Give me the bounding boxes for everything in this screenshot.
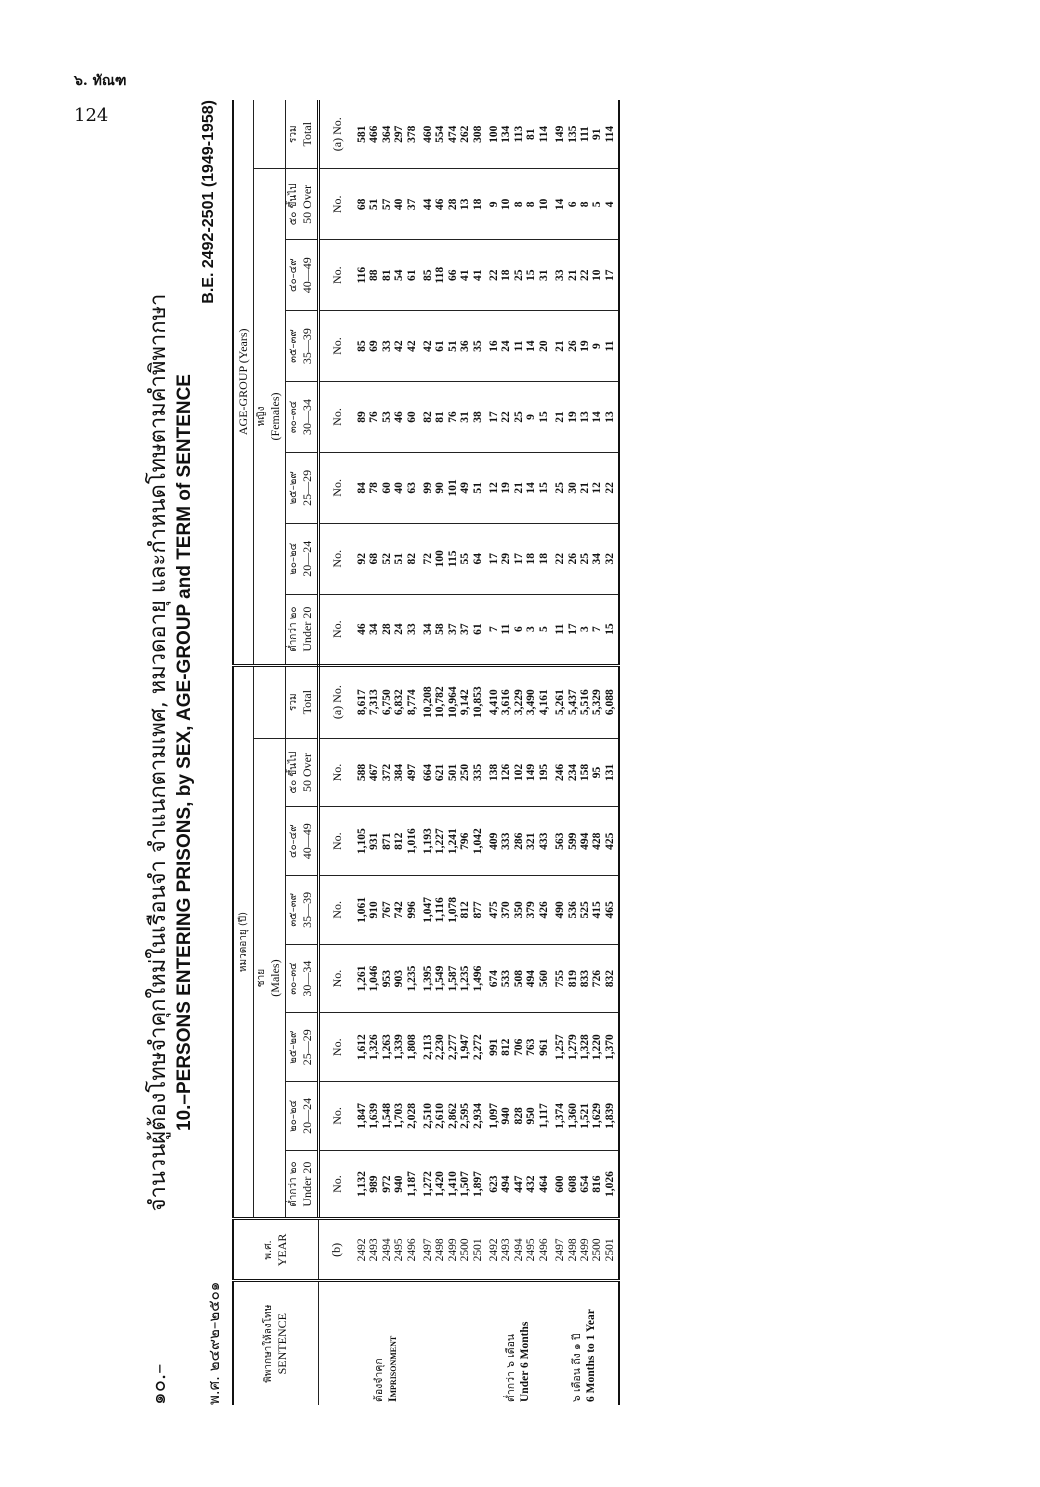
males-value-cell: 623 494 447 432 464 <box>486 1150 552 1219</box>
males-value-cell: 246 234 158 95 131 <box>552 738 619 807</box>
males-value-cell: 600 608 654 816 1,026 <box>552 1150 619 1219</box>
col-m-40-49: ๔๐–๔๙ 40—49 <box>286 807 319 876</box>
males-value-cell: 490 536 525 415 465 <box>552 876 619 945</box>
females-value-cell: 16 24 11 14 20 <box>486 311 552 382</box>
males-value-cell: 1,612 1,326 1,263 1,339 1,808 <box>354 1013 420 1082</box>
females-value-cell: 25 30 21 12 22 <box>552 452 619 523</box>
males-value-cell: 1,272 1,420 1,410 1,507 1,897 <box>420 1150 486 1219</box>
males-value-cell: 1,097 940 828 950 1,117 <box>486 1082 552 1151</box>
col-f-30-34: ๓๐–๓๔ 30—34 <box>286 382 319 453</box>
table-row <box>420 100 486 1405</box>
males-value-cell: 1,257 1,279 1,328 1,220 1,370 <box>552 1013 619 1082</box>
males-value-cell: 1,105 931 871 812 1,016 <box>354 807 420 876</box>
females-value-cell: 84 78 60 40 63 <box>354 452 420 523</box>
males-value-cell: 1,193 1,227 1,241 796 1,042 <box>420 807 486 876</box>
males-value-cell: 5,261 5,437 5,516 5,329 6,088 <box>552 665 619 738</box>
year-cell: 2497 2498 2499 2500 2501 <box>552 1219 619 1281</box>
males-value-cell: 409 333 286 321 433 <box>486 807 552 876</box>
females-value-cell: 581 466 364 297 378 <box>356 125 418 143</box>
males-value-cell: 1,261 1,046 953 903 1,235 <box>354 944 420 1013</box>
year-cell: 2497 2498 2499 2500 2501 <box>420 1219 486 1281</box>
year-header: พ.ศ. YEAR <box>233 1219 319 1281</box>
males-value-cell: 1,374 1,360 1,521 1,629 1,839 <box>552 1082 619 1151</box>
col-f-20-24: ๒๐–๒๔ 20—24 <box>286 523 319 594</box>
col-m-30-34: ๓๐–๓๔ 30—34 <box>286 944 319 1013</box>
sentence-label <box>420 1281 486 1405</box>
table-number-thai: ๑๐.– <box>146 1363 170 1405</box>
col-m-under20: ต่ำกว่า ๒๐ Under 20 <box>286 1150 319 1219</box>
year-range-thai: พ.ศ. ๒๔๙๒–๒๕๐๑ <box>205 1281 223 1405</box>
females-value-cell: 9 10 8 8 10 <box>486 169 552 240</box>
females-value-cell: 82 81 76 31 38 <box>420 382 486 453</box>
year-cell: 2492 2493 2494 2495 2496 <box>354 1219 420 1281</box>
males-value-cell: 674 533 508 494 560 <box>486 944 552 1013</box>
males-value-cell: 1,395 1,549 1,587 1,235 1,496 <box>420 944 486 1013</box>
males-value-cell: 1,847 1,639 1,548 1,703 2,028 <box>354 1082 420 1151</box>
males-value-cell: 664 621 501 250 335 <box>420 738 486 807</box>
title-english: 10.–PERSONS ENTERING PRISONS, by SEX, AGE-GROUP and TERM of SENTENCE <box>174 374 195 1131</box>
males-value-cell: 2,113 2,230 2,277 1,947 2,272 <box>420 1013 486 1082</box>
note-b: (b) <box>319 1219 355 1281</box>
col-m-25-29: ๒๕–๒๙ 25—29 <box>286 1013 319 1082</box>
males-value-cell: 588 467 372 384 497 <box>354 738 420 807</box>
sentence-header: พิพากษาให้ลงโทษ SENTENCE <box>233 1281 319 1405</box>
females-value-cell: 85 69 33 42 42 <box>354 311 420 382</box>
col-f-total: รวม Total <box>286 100 319 169</box>
page-number: 124 <box>74 105 109 126</box>
males-header: ชาย (Males) <box>254 738 286 1219</box>
col-m-35-39: ๓๕–๓๙ 35—39 <box>286 876 319 945</box>
males-value-cell: 4,410 3,616 3,229 3,490 4,161 <box>486 665 552 738</box>
col-f-35-39: ๓๕–๓๙ 35—39 <box>286 311 319 382</box>
table-row <box>552 100 619 1405</box>
females-value-cell: 42 61 51 36 35 <box>420 311 486 382</box>
males-value-cell: 563 599 494 428 425 <box>552 807 619 876</box>
females-value-cell: 22 26 25 34 32 <box>552 523 619 594</box>
females-value-cell: 21 19 13 14 13 <box>552 382 619 453</box>
males-value-cell: 138 126 102 149 195 <box>486 738 552 807</box>
col-f-40-49: ๔๐–๔๙ 40—49 <box>286 240 319 311</box>
females-value-cell: 21 26 19 9 11 <box>552 311 619 382</box>
sentence-label: ๖ เดือน ถึง ๑ ปี 6 Months to 1 Year <box>552 1281 619 1405</box>
col-m-20-24: ๒๐–๒๔ 20—24 <box>286 1082 319 1151</box>
rotated-table-sheet <box>140 100 1000 1405</box>
females-value-cell: 92 68 52 51 82 <box>354 523 420 594</box>
females-value-cell: 100 134 113 81 114 <box>488 125 550 143</box>
females-value-cell: 17 29 17 18 18 <box>486 523 552 594</box>
col-f-25-29: ๒๕–๒๙ 25—29 <box>286 452 319 523</box>
females-value-cell: 11 17 3 7 15 <box>552 594 619 665</box>
females-value-cell: 44 46 28 13 18 <box>420 169 486 240</box>
females-value-cell: 460 554 474 262 308 <box>422 125 484 143</box>
females-value-cell: 46 34 28 24 33 <box>354 594 420 665</box>
females-value-cell: 12 19 21 14 15 <box>486 452 552 523</box>
males-value-cell: 475 370 350 379 426 <box>486 876 552 945</box>
prison-table <box>232 100 620 1405</box>
females-value-cell: 99 90 101 49 51 <box>420 452 486 523</box>
agegroup-thai-header: หมวดอายุ (ปี) <box>233 665 254 1219</box>
females-value-cell: 33 21 22 10 17 <box>552 240 619 311</box>
males-value-cell: 8,617 7,313 6,750 6,832 8,774 <box>354 665 420 738</box>
page-header: ๖. ทัณฑ <box>74 73 127 89</box>
col-m-total: รวม Total <box>286 665 319 738</box>
females-value-cell: 17 22 25 9 15 <box>486 382 552 453</box>
year-cell: 2492 2493 2494 2495 2496 <box>486 1219 552 1281</box>
females-value-cell: 22 18 25 15 31 <box>486 240 552 311</box>
females-value-cell: 89 76 53 46 60 <box>354 382 420 453</box>
females-value-cell: 149 135 111 91 114 <box>554 125 616 143</box>
females-value-cell: 14 6 8 5 4 <box>552 169 619 240</box>
females-value-cell: 68 51 57 40 37 <box>354 169 420 240</box>
males-value-cell: 2,510 2,610 2,862 2,595 2,934 <box>420 1082 486 1151</box>
unit-row: (b) No. No. No. No. No. No. No. (a) No. No. No. No. No. No. No. No. (a) No. <box>319 100 355 1405</box>
females-value-cell: 116 88 81 54 61 <box>354 240 420 311</box>
year-range-english: B.E. 2492-2501 (1949-1958) <box>200 100 217 304</box>
agegroup-english-header: AGE-GROUP (Years) <box>233 100 254 665</box>
title-thai: จำนวนผู้ต้องโทษจำคุกใหม่ในเรือนจำ จำแนกตามเพศ, หมวดอายุ และกำหนดโทษตามคำพิพากษา <box>146 293 171 1212</box>
males-value-cell: 10,208 10,782 10,964 9,142 10,853 <box>420 665 486 738</box>
females-value-cell: 85 118 66 41 41 <box>420 240 486 311</box>
females-value-cell: 34 58 37 37 61 <box>420 594 486 665</box>
females-value-cell: 7 11 6 3 5 <box>486 594 552 665</box>
males-value-cell: 755 819 833 726 832 <box>552 944 619 1013</box>
sentence-label: ต่ำกว่า ๖ เดือน Under 6 Months <box>486 1281 552 1405</box>
males-value-cell: 1,047 1,116 1,078 812 877 <box>420 876 486 945</box>
sentence-label: ต้องจำคุก Imprisonment <box>354 1281 420 1405</box>
table-row <box>486 100 552 1405</box>
females-value-cell: 72 100 115 55 64 <box>420 523 486 594</box>
col-f-under20: ต่ำกว่า ๒๐ Under 20 <box>286 594 319 665</box>
note-a-male: (a) <box>329 705 344 720</box>
males-value-cell: 1,061 910 767 742 996 <box>354 876 420 945</box>
males-value-cell: 1,132 989 972 940 1,187 <box>354 1150 420 1219</box>
males-value-cell: 991 812 706 763 961 <box>486 1013 552 1082</box>
col-f-50-over: ๕๐ ขึ้นไป 50 Over <box>286 169 319 240</box>
table-row <box>354 100 420 1405</box>
note-a-female: (a) <box>329 137 344 152</box>
col-m-50-over: ๕๐ ขึ้นไป 50 Over <box>286 738 319 807</box>
females-header: หญิง (Females) <box>254 169 286 665</box>
